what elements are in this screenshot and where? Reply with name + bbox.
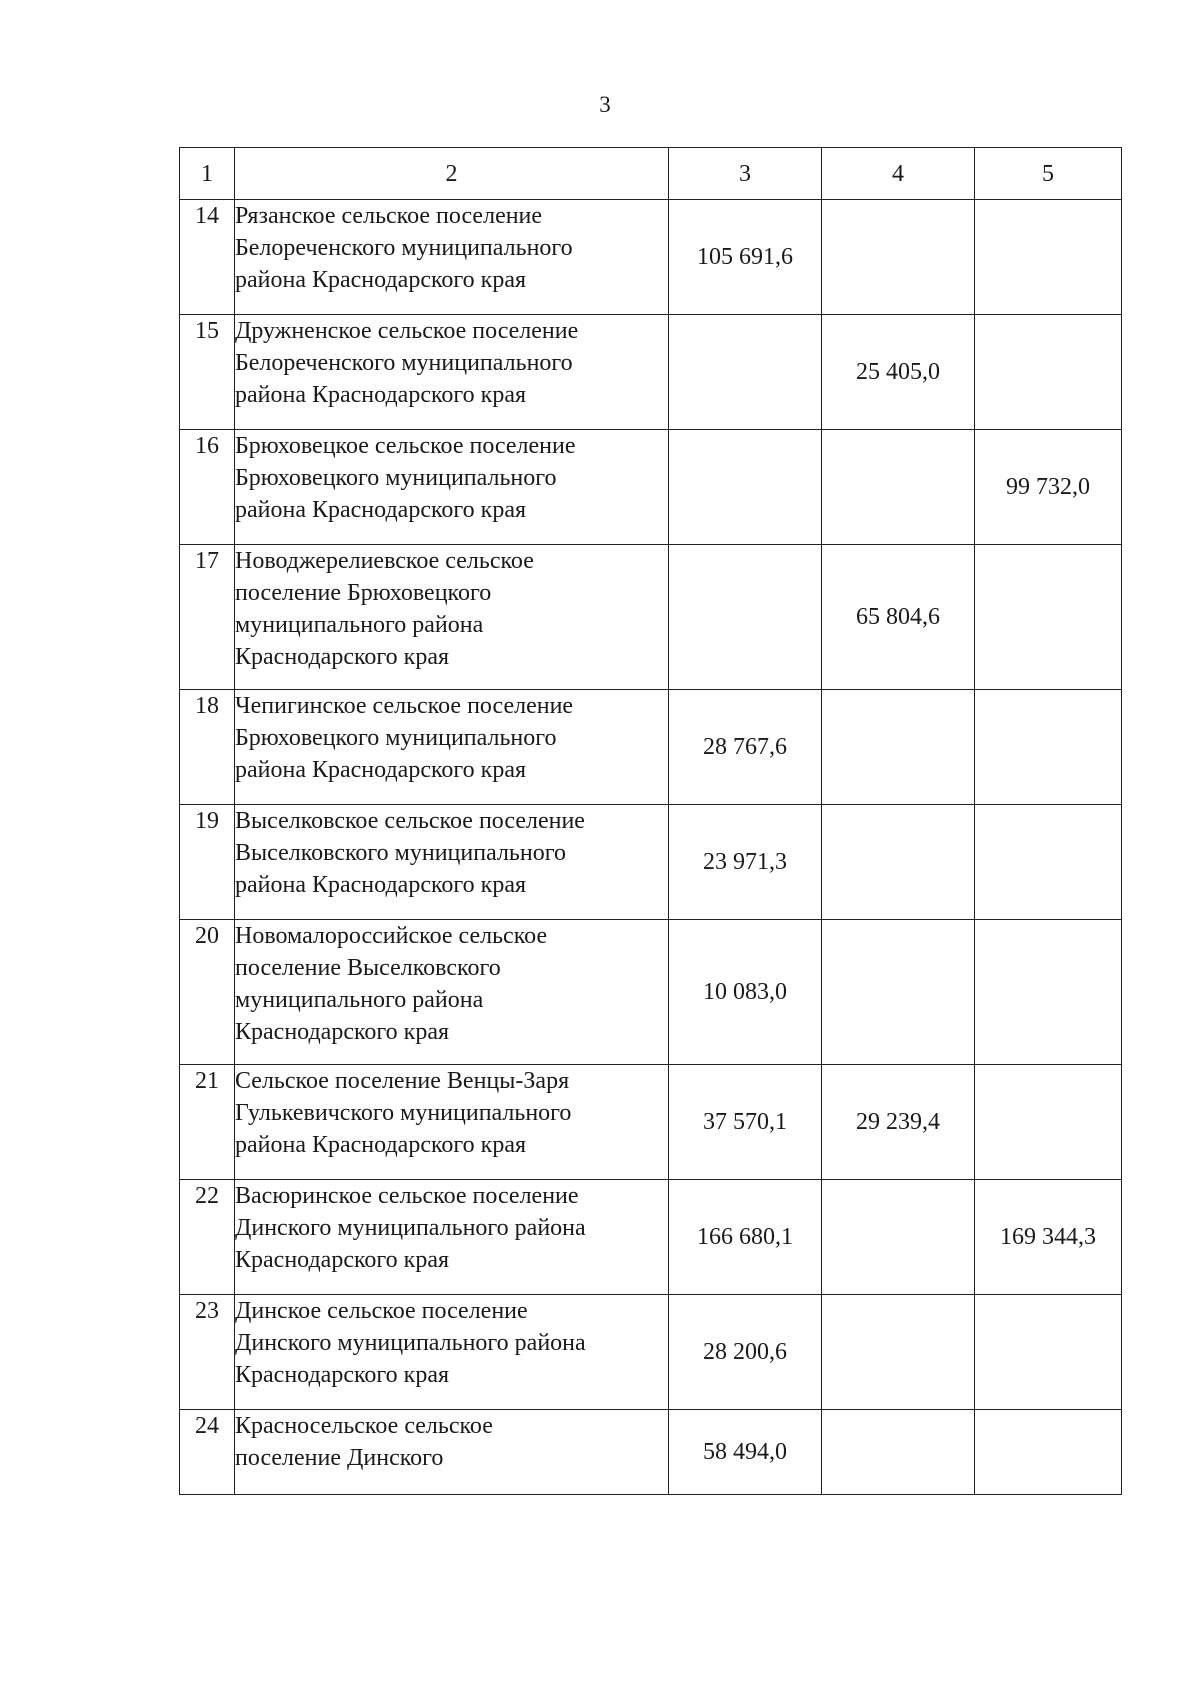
row-number: 21 (180, 1065, 235, 1180)
value-col-5 (975, 805, 1122, 920)
row-number: 19 (180, 805, 235, 920)
value-col-4 (822, 1295, 975, 1410)
row-number: 17 (180, 545, 235, 690)
header-col-5: 5 (975, 148, 1122, 200)
value-col-5 (975, 315, 1122, 430)
settlement-name-line: Дружненское сельское поселение (235, 318, 579, 344)
settlement-name-line: Сельское поселение Венцы-Заря (235, 1068, 570, 1094)
table-row (180, 805, 1122, 920)
settlement-name (235, 690, 669, 805)
settlement-name-line: Краснодарского края (235, 1019, 450, 1045)
row-number: 16 (180, 430, 235, 545)
value-col-3 (669, 545, 822, 690)
table-row (180, 200, 1122, 315)
settlement-name-line: муниципального района (235, 612, 484, 638)
value-col-3: 10 083,0 (669, 920, 822, 1065)
value-col-4 (822, 690, 975, 805)
settlement-name-line: Белореченского муниципального (235, 350, 573, 376)
value-col-5 (975, 545, 1122, 690)
table-row (180, 1065, 1122, 1180)
value-col-4 (822, 1410, 975, 1495)
settlement-name (235, 920, 669, 1065)
settlement-name-line: поселение Выселковского (235, 955, 501, 981)
settlement-name-line: муниципального района (235, 987, 484, 1013)
header-col-4: 4 (822, 148, 975, 200)
table-row (180, 1410, 1122, 1495)
page-number: 3 (599, 92, 611, 117)
settlement-name-line: Гулькевичского муниципального (235, 1100, 572, 1126)
table-body (180, 200, 1122, 1495)
value-col-3: 23 971,3 (669, 805, 822, 920)
settlement-name-line: Краснодарского края (235, 1247, 450, 1273)
settlement-name (235, 1410, 669, 1495)
settlement-name-line: Краснодарского края (235, 1362, 450, 1388)
settlement-name-line: района Краснодарского края (235, 267, 527, 293)
header-col-2: 2 (235, 148, 669, 200)
value-col-4 (822, 805, 975, 920)
settlement-name-line: Динского муниципального района (235, 1330, 586, 1356)
value-col-4 (822, 430, 975, 545)
settlement-name-line: Динского муниципального района (235, 1215, 586, 1241)
row-number: 18 (180, 690, 235, 805)
value-col-4 (822, 200, 975, 315)
settlement-name-line: Чепигинское сельское поселение (235, 693, 574, 719)
header-col-3: 3 (669, 148, 822, 200)
value-col-3: 58 494,0 (669, 1410, 822, 1495)
settlement-name-line: района Краснодарского края (235, 382, 527, 408)
value-col-5 (975, 1065, 1122, 1180)
value-col-3: 28 767,6 (669, 690, 822, 805)
settlement-name (235, 545, 669, 690)
row-number: 24 (180, 1410, 235, 1495)
value-col-3: 37 570,1 (669, 1065, 822, 1180)
value-col-3 (669, 430, 822, 545)
settlement-name-line: Рязанское сельское поселение (235, 203, 543, 229)
table-row (180, 920, 1122, 1065)
row-number: 20 (180, 920, 235, 1065)
settlement-name-line: Брюховецкое сельское поселение (235, 433, 576, 459)
table-row (180, 315, 1122, 430)
row-number: 23 (180, 1295, 235, 1410)
settlement-name-line: Динское сельское поселение (235, 1298, 528, 1324)
header-col-1: 1 (180, 148, 235, 200)
value-col-5 (975, 200, 1122, 315)
row-number: 15 (180, 315, 235, 430)
table-row (180, 1295, 1122, 1410)
table-row (180, 545, 1122, 690)
value-col-5 (975, 1410, 1122, 1495)
value-col-5 (975, 1295, 1122, 1410)
value-col-4 (822, 920, 975, 1065)
settlement-name-line: района Краснодарского края (235, 497, 527, 523)
table-row (180, 690, 1122, 805)
settlement-name (235, 1065, 669, 1180)
settlement-name-line: Выселковское сельское поселение (235, 808, 585, 834)
settlement-name-line: Васюринское сельское поселение (235, 1183, 579, 1209)
settlement-name (235, 315, 669, 430)
value-col-4: 29 239,4 (822, 1065, 975, 1180)
settlement-name-line: района Краснодарского края (235, 872, 527, 898)
settlement-name (235, 430, 669, 545)
settlement-name-line: Красносельское сельское (235, 1413, 493, 1439)
value-col-5: 99 732,0 (975, 430, 1122, 545)
settlement-name-line: Выселковского муниципального (235, 840, 566, 866)
settlement-name-line: Брюховецкого муниципального (235, 465, 557, 491)
value-col-4 (822, 1180, 975, 1295)
value-col-3: 166 680,1 (669, 1180, 822, 1295)
settlement-name (235, 1180, 669, 1295)
table-row (180, 1180, 1122, 1295)
settlement-name (235, 200, 669, 315)
settlement-name-line: Краснодарского края (235, 644, 450, 670)
row-number: 22 (180, 1180, 235, 1295)
settlement-name-line: района Краснодарского края (235, 1132, 527, 1158)
settlement-name (235, 1295, 669, 1410)
value-col-3: 105 691,6 (669, 200, 822, 315)
settlement-name-line: Брюховецкого муниципального (235, 725, 557, 751)
settlement-name-line: Новоджерелиевское сельское (235, 548, 534, 574)
value-col-5 (975, 920, 1122, 1065)
settlement-name (235, 805, 669, 920)
row-number: 14 (180, 200, 235, 315)
settlement-name-line: поселение Брюховецкого (235, 580, 492, 606)
data-table (179, 147, 1122, 1495)
value-col-5: 169 344,3 (975, 1180, 1122, 1295)
value-col-4: 25 405,0 (822, 315, 975, 430)
settlement-name-line: Новомалороссийское сельское (235, 923, 548, 949)
value-col-5 (975, 690, 1122, 805)
settlement-name-line: поселение Динского (235, 1445, 444, 1471)
settlement-name-line: района Краснодарского края (235, 757, 527, 783)
value-col-3: 28 200,6 (669, 1295, 822, 1410)
settlement-name-line: Белореченского муниципального (235, 235, 573, 261)
header-row (180, 148, 1122, 200)
value-col-4: 65 804,6 (822, 545, 975, 690)
table-row (180, 430, 1122, 545)
value-col-3 (669, 315, 822, 430)
